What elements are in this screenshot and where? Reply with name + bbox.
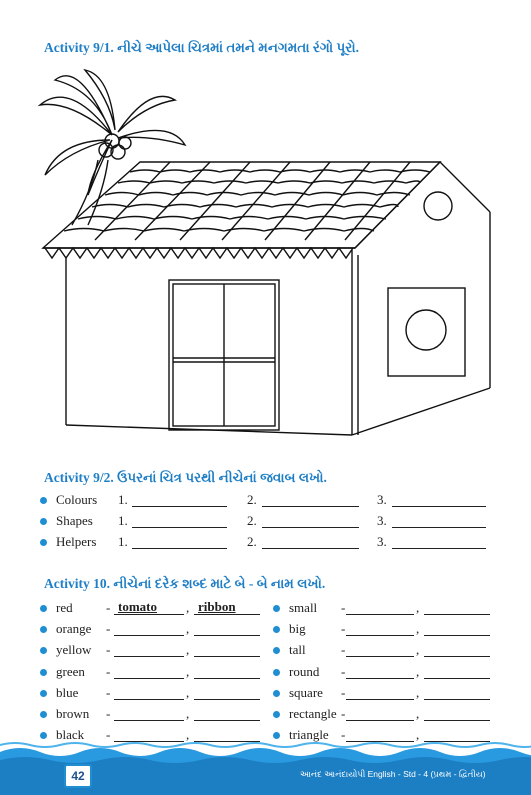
answer-blank[interactable] — [194, 727, 260, 742]
word-row-right — [273, 664, 503, 682]
answer-blank[interactable] — [262, 492, 359, 507]
comma: , — [416, 706, 420, 721]
answer-blank[interactable] — [346, 600, 414, 615]
bullet-icon — [273, 732, 280, 739]
bullet-icon — [273, 647, 280, 654]
comma: , — [186, 600, 190, 615]
word-row-right — [273, 685, 503, 703]
answer-blank[interactable] — [424, 727, 490, 742]
dash: - — [341, 621, 346, 637]
word-row-left — [40, 621, 270, 639]
answer-blank[interactable] — [424, 706, 490, 721]
comma: , — [186, 663, 190, 679]
answer-blank[interactable] — [424, 664, 490, 679]
word-row-left — [40, 664, 270, 682]
number-label: 1. — [118, 534, 128, 549]
answer-blank[interactable] — [194, 664, 260, 679]
answer-blank[interactable] — [346, 706, 414, 721]
number-label: 2. — [247, 492, 257, 507]
row-label: Colours — [56, 492, 98, 507]
number-label: 3. — [377, 513, 387, 528]
word-row-right — [273, 706, 503, 724]
activity-10-title: Activity 10. નીચેનાં દરેક શબ્દ માટે બે - બે નામ લખો. — [44, 576, 326, 591]
answer-blank[interactable] — [114, 642, 184, 657]
dash: - — [106, 706, 111, 721]
dash: - — [341, 600, 346, 615]
word-row-left — [40, 600, 270, 618]
comma: , — [186, 727, 190, 743]
answer-blank[interactable] — [424, 685, 490, 700]
activity-9-1-title: Activity 9/1. નીચે આપેલા ચિત્રમાં તમને મનગમતા રંગો પૂરો. — [44, 40, 359, 55]
word-label: red — [56, 600, 73, 615]
word-row-right — [273, 727, 503, 745]
dash: - — [106, 600, 111, 615]
number-label: 2. — [247, 513, 257, 528]
page-number: 42 — [64, 764, 92, 788]
answer-blank[interactable] — [132, 534, 227, 549]
word-label: triangle — [289, 727, 329, 743]
dash: - — [341, 706, 346, 721]
dash: - — [341, 663, 346, 679]
word-row-right — [273, 642, 503, 660]
word-label: rectangle — [289, 706, 337, 721]
answer-blank[interactable] — [114, 685, 184, 700]
bullet-icon — [40, 518, 47, 525]
comma: , — [186, 642, 190, 658]
dash: - — [106, 642, 111, 658]
word-label: blue — [56, 684, 79, 700]
bullet-icon — [273, 711, 280, 718]
word-label: big — [289, 621, 306, 637]
answer-blank[interactable] — [114, 664, 184, 679]
answer-blank[interactable] — [194, 685, 260, 700]
word-row-left — [40, 685, 270, 703]
comma: , — [186, 706, 190, 721]
comma: , — [186, 684, 190, 700]
answer-blank[interactable] — [346, 685, 414, 700]
word-label: square — [289, 684, 323, 700]
bullet-icon — [273, 669, 280, 676]
word-label: orange — [56, 621, 92, 637]
comma: , — [186, 621, 190, 637]
comma: , — [416, 642, 420, 658]
word-label: brown — [56, 706, 90, 721]
comma: , — [416, 600, 420, 615]
bullet-icon — [40, 647, 47, 654]
answer-blank[interactable] — [114, 621, 184, 636]
bullet-icon — [40, 711, 47, 718]
answer-blank[interactable] — [346, 621, 414, 636]
bullet-icon — [40, 690, 47, 697]
answer-blank[interactable] — [262, 534, 359, 549]
word-row-left — [40, 706, 270, 724]
answer-blank[interactable] — [346, 664, 414, 679]
answer-blank[interactable] — [194, 621, 260, 636]
bullet-icon — [273, 626, 280, 633]
answer-blank[interactable] — [346, 727, 414, 742]
row-label: Helpers — [56, 534, 97, 549]
row-label: Shapes — [56, 513, 93, 528]
number-label: 3. — [377, 492, 387, 507]
answer-row-colours — [40, 492, 500, 510]
bullet-icon — [40, 732, 47, 739]
answer-blank[interactable] — [424, 642, 490, 657]
answer-row-helpers — [40, 534, 500, 552]
answer-blank[interactable] — [392, 492, 486, 507]
word-label: yellow — [56, 642, 92, 658]
answer-blank[interactable] — [392, 513, 486, 528]
dash: - — [106, 663, 111, 679]
bullet-icon — [40, 669, 47, 676]
bullet-icon — [40, 539, 47, 546]
comma: , — [416, 727, 420, 743]
answer-blank[interactable] — [194, 642, 260, 657]
bullet-icon — [40, 605, 47, 612]
dash: - — [341, 684, 346, 700]
answer-blank[interactable] — [424, 621, 490, 636]
answer-blank[interactable] — [346, 642, 414, 657]
word-label: tall — [289, 642, 306, 658]
dash: - — [106, 621, 111, 637]
answer-blank[interactable] — [424, 600, 490, 615]
sample-answer: tomato — [118, 599, 157, 614]
dash: - — [341, 642, 346, 658]
dash: - — [341, 727, 346, 743]
word-row-right — [273, 621, 503, 639]
sample-answer: ribbon — [198, 599, 236, 614]
answer-blank[interactable] — [392, 534, 486, 549]
word-label: black — [56, 727, 85, 743]
word-label: green — [56, 663, 85, 679]
comma: , — [416, 684, 420, 700]
word-row-left — [40, 727, 270, 745]
activity-9-2-title: Activity 9/2. ઉપરનાં ચિત્ર પરથી નીચેનાં જવાબ લખો. — [44, 470, 327, 485]
answer-blank[interactable] — [262, 513, 359, 528]
comma: , — [416, 663, 420, 679]
number-label: 2. — [247, 534, 257, 549]
number-label: 3. — [377, 534, 387, 549]
dash: - — [106, 727, 111, 743]
answer-blank[interactable] — [194, 706, 260, 721]
answer-blank[interactable] — [132, 492, 227, 507]
bullet-icon — [40, 626, 47, 633]
word-label: small — [289, 600, 318, 615]
bullet-icon — [40, 497, 47, 504]
bullet-icon — [273, 690, 280, 697]
answer-blank[interactable] — [114, 706, 184, 721]
answer-blank[interactable] — [114, 727, 184, 742]
dash: - — [106, 684, 111, 700]
number-label: 1. — [118, 492, 128, 507]
bullet-icon — [273, 605, 280, 612]
word-label: round — [289, 663, 320, 679]
word-row-right — [273, 600, 503, 618]
comma: , — [416, 621, 420, 637]
answer-blank[interactable] — [132, 513, 227, 528]
answer-row-shapes — [40, 513, 500, 531]
number-label: 1. — [118, 513, 128, 528]
footer-book-title: આનંદ આનંદાયોપી English - Std - 4 (પ્રથમ - દ્વિતીય) — [300, 769, 486, 779]
word-row-left — [40, 642, 270, 660]
